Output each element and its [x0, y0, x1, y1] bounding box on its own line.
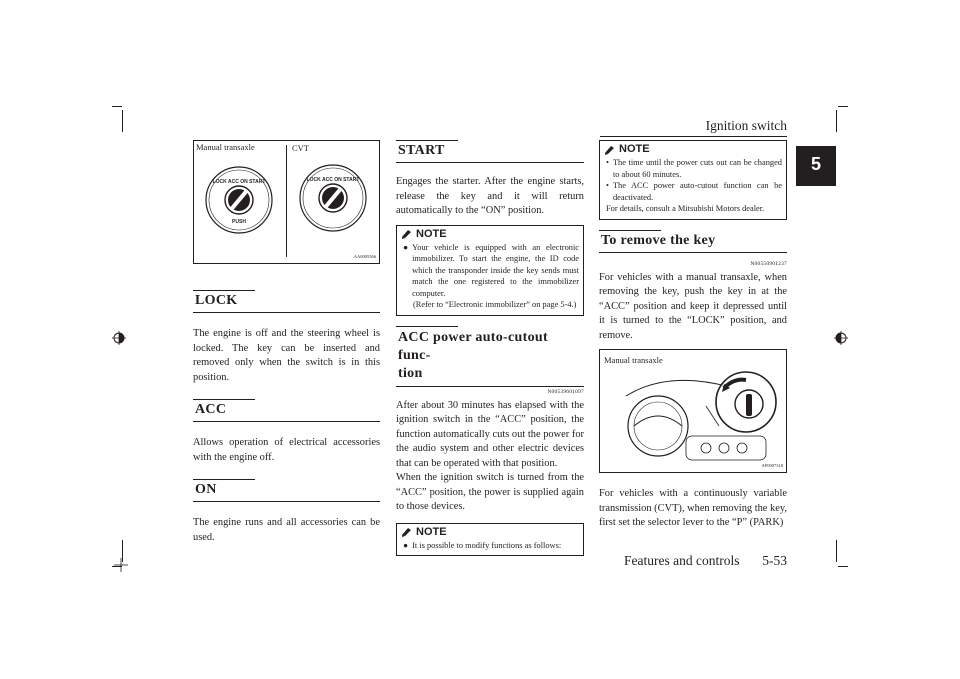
- page-footer: [624, 553, 787, 569]
- note-text: Your vehicle is equipped with an electronic immobilizer. To start the engine, the ID code which the transponder inside the key sends must match the one registered to the immobilizer computer.: [412, 242, 579, 298]
- crop-mark-tr-v: [836, 110, 837, 132]
- note-item-1: The time until the power cuts out can be changed to about 60 minutes.: [612, 158, 782, 179]
- figure-code: AA0005566: [353, 254, 376, 259]
- acc-cutout-title-line2: tion: [398, 365, 423, 381]
- figure-label-manual: Manual transaxle: [196, 142, 255, 152]
- note-body: [397, 242, 583, 315]
- crop-mark-tl-h: [112, 106, 122, 107]
- note-ref: (Refer to “Electronic immobilizer” on page 5-4.): [413, 300, 577, 309]
- lock-heading: LOCK: [193, 290, 380, 313]
- svg-text:LOCK ACC ON START: LOCK ACC ON START: [306, 177, 360, 183]
- acc-cutout-text-1: After about 30 minutes has elapsed with the ignition switch in the “ACC” position, the function automatically cuts out the power for the audio system and other electric devices that can be operated with that position.: [396, 399, 584, 469]
- note-label: NOTE: [416, 525, 447, 538]
- note-body: [397, 540, 583, 556]
- acc-cutout-heading: [396, 326, 584, 387]
- crop-mark-tl-v: [122, 110, 123, 132]
- figure-label-cvt: CVT: [292, 143, 309, 153]
- note-box-immobilizer: [396, 225, 584, 316]
- acc-text: Allows operation of electrical accessories with the engine off.: [193, 437, 380, 463]
- chapter-tab: 5: [796, 146, 836, 186]
- manual-transaxle-figure: [599, 349, 787, 473]
- note-header: [600, 141, 786, 157]
- crop-mark-tr-h: [838, 106, 848, 107]
- dashboard-key-illustration-icon: [606, 366, 782, 468]
- remove-key-code: N00550901237: [750, 260, 787, 267]
- note-body: [600, 157, 786, 219]
- note-box-acc-options: [599, 140, 787, 220]
- note-tail: For details, consult a Mitsubishi Motors dealer.: [606, 204, 765, 213]
- note-pencil-icon: [401, 228, 413, 239]
- page-header-title: Ignition switch: [705, 118, 787, 133]
- note-label: NOTE: [416, 227, 447, 240]
- crop-mark-br-v: [836, 540, 837, 562]
- note-item-2: The ACC power auto-cutout function can be deactivated.: [612, 181, 782, 202]
- registration-mark-right-icon: [834, 331, 848, 345]
- cvt-text: For vehicles with a continuously variable transmission (CVT), when removing the key, first set the selector lever to the “P” (PARK): [599, 488, 787, 528]
- figure-code: AF0007318: [761, 463, 783, 468]
- remove-key-text: For vehicles with a manual transaxle, when removing the key, push the key in at the “ACC” position and keep it depressed until it is turned to the “LOCK” position, and remove.: [599, 271, 787, 341]
- note-label: NOTE: [619, 143, 650, 155]
- ignition-switch-cvt-icon: [298, 163, 368, 233]
- acc-cutout-code: N00539601097: [547, 388, 584, 395]
- on-heading: ON: [193, 479, 380, 502]
- bullet-icon: ●: [403, 540, 409, 550]
- note-pencil-icon: [401, 526, 413, 537]
- footer-section: Features and controls: [624, 553, 740, 568]
- column-3: [599, 140, 787, 531]
- svg-text:LOCK ACC ON START: LOCK ACC ON START: [212, 179, 266, 185]
- bullet-dot-icon: •: [606, 181, 609, 190]
- column-1: [193, 140, 380, 545]
- svg-text:PUSH: PUSH: [232, 219, 246, 225]
- note-box-modify: [396, 523, 584, 557]
- registration-mark-left-icon: [112, 331, 126, 345]
- figure-divider: [286, 145, 287, 257]
- note-header: [397, 524, 583, 540]
- start-text: Engages the starter. After the engine starts, release the key and it will return automatically to the “ON” position.: [396, 176, 584, 216]
- note-text: It is possible to modify functions as follows:: [412, 540, 562, 550]
- note-header: [397, 226, 583, 242]
- note-pencil-icon: [604, 144, 616, 155]
- registration-mark-bottom-left-icon: [114, 558, 128, 572]
- bullet-dot-icon: •: [606, 158, 609, 167]
- ignition-switch-figure: [193, 140, 380, 264]
- acc-cutout-title-line1: ACC power auto-cutout func-: [398, 329, 548, 363]
- figure-label: Manual transaxle: [604, 355, 663, 365]
- start-heading: START: [396, 140, 584, 163]
- remove-key-heading: To remove the key: [599, 230, 787, 253]
- column-2: [396, 140, 584, 556]
- footer-page-number: 5-53: [762, 553, 787, 568]
- lock-text: The engine is off and the steering wheel is locked. The key can be inserted and removed only when the switch is in this position.: [193, 328, 380, 383]
- crop-mark-br-h: [838, 566, 848, 567]
- acc-cutout-text-2: When the ignition switch is turned from the “ACC” position, the power is supplied again to those devices.: [396, 472, 584, 512]
- on-text: The engine runs and all accessories can be used.: [193, 517, 380, 543]
- ignition-switch-manual-icon: [204, 165, 274, 235]
- header-rule: [600, 136, 787, 137]
- bullet-icon: ●: [403, 242, 409, 252]
- acc-heading: ACC: [193, 399, 380, 422]
